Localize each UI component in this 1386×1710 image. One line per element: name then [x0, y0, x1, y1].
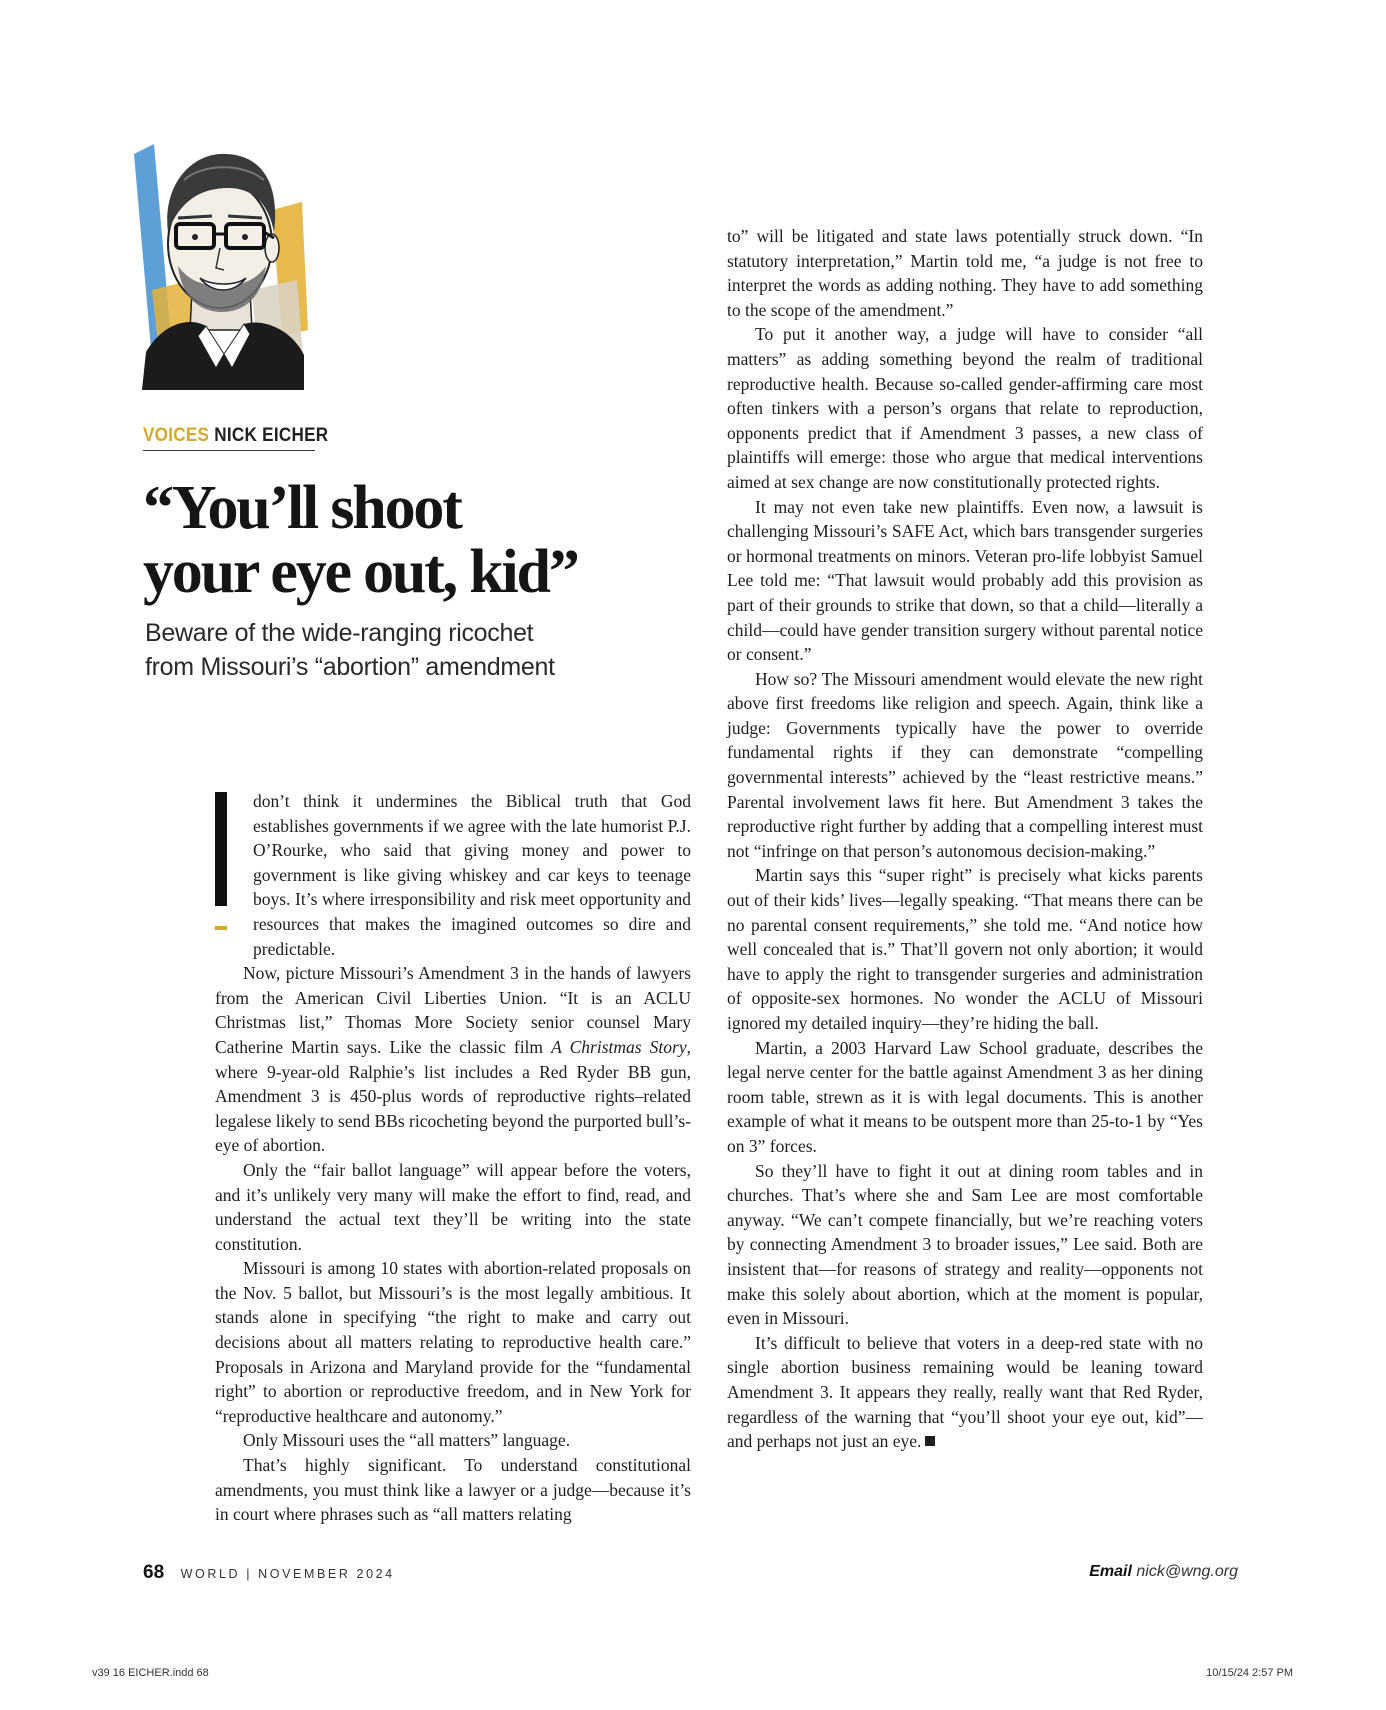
headline-line: your eye out, kid”: [143, 538, 578, 606]
body-paragraph: Missouri is among 10 states with abortion-related proposals on the Nov. 5 ballot, but Missouri’s is the most legally ambitious. It stands alone in specifying “the right to make and carry out decisions about all matters relating to reproductive health care.” Proposals in Arizona and Maryland provide for the “fundamental right” to abortion or reproductive freedom, and in New York for “reproductive healthcare and autonomy.”: [215, 1258, 691, 1426]
page-number: 68: [143, 1562, 165, 1583]
body-paragraph: It may not even take new plaintiffs. Even now, a lawsuit is challenging Missouri’s SAFE Act, which bars transgender surgeries or hormonal treatments on minors. Veteran pro-life lobbyist Samuel Lee told me: “That lawsuit would probably add this provision as part of their grounds to strike that down, so that a child—literally a child—could have gender transition surgery without parental notice or consent.”: [727, 496, 1203, 665]
article-kicker: [143, 425, 328, 447]
film-title: A Christmas Story: [551, 1036, 687, 1057]
body-paragraph: So they’ll have to fight it out at dining room tables and in churches. That’s where she and Sam Lee are most comfortable anyway. “We can’t compete financially, but we’re reaching voters by connecting Amendment 3 to broader issues,” Lee said. Both are insistent that—for reasons of strategy and reality—opponents not make this solely about abortion, which at the moment is popular, even in Missouri.: [727, 1160, 1203, 1329]
body-paragraph: Only Missouri uses the “all matters” language.: [243, 1430, 571, 1451]
page-folio: [143, 1562, 395, 1584]
email-address[interactable]: nick@wng.org: [1136, 1563, 1238, 1580]
end-of-article-square: [925, 1436, 935, 1446]
body-paragraph: don’t think it undermines the Biblical truth that God establishes governments if we agree with the late humorist P.J. O’Rourke, who said that giving money and power to government is like giving whiskey and car keys to teenage boys. It’s where irresponsibility and risk meet opportunity and resources that makes the imagined outcomes so dire and predictable.: [253, 791, 691, 959]
headline: [143, 476, 578, 604]
email-label: Email: [1089, 1563, 1132, 1580]
dek-line: Beware of the wide-ranging ricochet: [145, 619, 534, 647]
headline-line: “You’ll shoot: [143, 474, 461, 542]
print-slug-timestamp: 10/15/24 2:57 PM: [1206, 1667, 1293, 1679]
body-paragraph: Now, picture Missouri’s Amendment 3 in the hands of lawyers from the American Civil Liberties Union. “It is an ACLU Christmas list,” Thomas More Society senior counsel Mary Catherine Martin says. Like the classic film A Christmas Story, where 9-year-old Ralphie’s list includes a Red Ryder BB gun, Amendment 3 is 450-plus words of reproductive rights–related legalese likely to send BBs ricocheting beyond the purported bull’s-eye of abortion.: [215, 963, 691, 1156]
author-portrait-illustration: [132, 140, 310, 390]
body-column-right: [727, 224, 1203, 1454]
body-paragraph: Only the “fair ballot language” will appear before the voters, and it’s unlikely very many will make the effort to find, read, and understand the actual text they’ll be writing into the state constitution.: [215, 1159, 691, 1254]
section-label: VOICES: [143, 425, 210, 446]
body-paragraph: That’s highly significant. To understand constitutional amendments, you must think like a lawyer or a judge—because it’s in court where phrases such as “all matters relating: [215, 1455, 691, 1525]
body-paragraph: It’s difficult to believe that voters in a deep-red state with no single abortion business remaining would be leaning toward Amendment 3. It appears they really, really want that Red Ryder, regardless of the warning that “you’ll shoot your eye out, kid”—and perhaps not just an eye.: [727, 1332, 1203, 1452]
dek-line: from Missouri’s “abortion” amendment: [145, 653, 555, 681]
body-column-left: [215, 789, 691, 1527]
author-email: [1089, 1563, 1238, 1581]
body-paragraph: Martin, a 2003 Harvard Law School graduate, describes the legal nerve center for the battle against Amendment 3 as her dining room table, strewn as it is with legal documents. This is another example of what it means to be outspent more than 25-to-1 by “Yes on 3” forces.: [727, 1037, 1203, 1156]
print-slug-file: v39 16 EICHER.indd 68: [92, 1667, 209, 1679]
body-paragraph: to” will be litigated and state laws potentially struck down. “In statutory interpretation,” Martin told me, “a judge is not free to interpret the words as adding nothing. They have to add something to the scope of the amendment.”: [727, 226, 1203, 320]
publication-issue: WORLD | NOVEMBER 2024: [180, 1567, 395, 1581]
body-paragraph: Martin says this “super right” is precisely what kicks parents out of their kids’ lives—legally speaking. “That means there can be no parental consent requirements,” she told me. “And notice how well concealed that is.” That’ll govern not only abortion; it would have to apply the right to transgender surgeries and administration of opposite-sex hormones. No wonder the ACLU of Missouri ignored my detailed inquiry—they’re hiding the ball.: [727, 865, 1203, 1033]
dek-subheadline: [145, 616, 555, 684]
author-byline: NICK EICHER: [214, 425, 329, 446]
body-paragraph: How so? The Missouri amendment would elevate the new right above first freedoms like religion and speech. Again, think like a judge: Governments typically have the power to override fundamental rights if they can demonstrate “compelling governmental interests” achieved by the “least restrictive means.” Parental involvement laws fit here. But Amendment 3 takes the reproductive right further by adding that a compelling interest must not “infringe on that person’s autonomous decision-making.”: [727, 668, 1203, 861]
body-paragraph: To put it another way, a judge will have to consider “all matters” as adding something beyond the realm of traditional reproductive health. Because so-called gender-affirming care most often tinkers with a person’s organs that relate to reproduction, opponents predict that if Amendment 3 passes, a new class of plaintiffs will emerge: those who argue that medical interventions aimed at sex change are now constitutionally protected rights.: [727, 324, 1203, 492]
kicker-underline: [143, 450, 315, 451]
